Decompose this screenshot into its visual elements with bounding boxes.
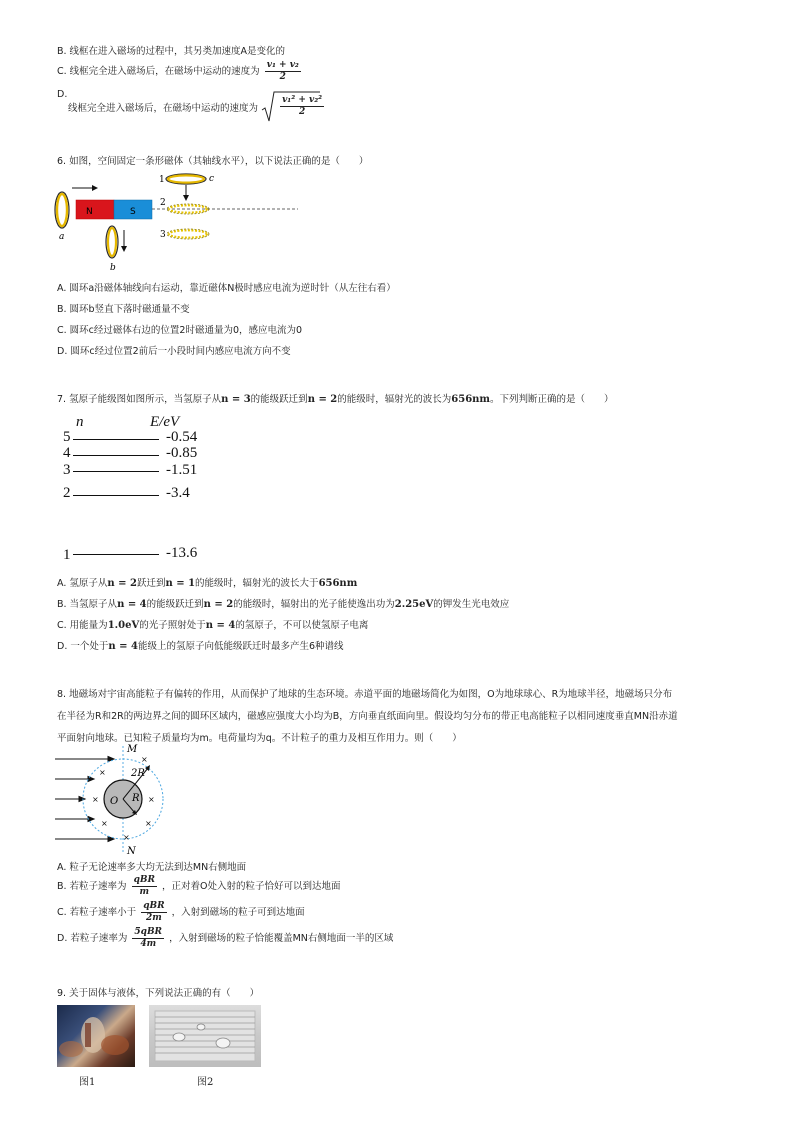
option-math: n = 1 [165, 578, 196, 589]
q5-option-d-label: D. [57, 89, 68, 100]
option-text: 跃迁到 [136, 578, 166, 589]
option-text: 的能级时，辐射出的光子能使逸出功为 [233, 599, 395, 610]
level-n5-line [73, 439, 159, 440]
field-cross: × [148, 795, 155, 804]
q6-option-a: A. 圆环a沿磁体轴线向右运动，靠近磁体N极时感应电流为逆时针（从左往右看） [57, 283, 396, 294]
option-text: 的能级时，辐射光的波长大于 [195, 578, 319, 589]
q8-option-d [57, 927, 393, 950]
q7-stem-math: 656nm [451, 394, 491, 405]
fraction-numerator: qBR [133, 875, 155, 885]
q6-option-c: C. 圆环c经过磁体右边的位置2时磁通量为0，感应电流为0 [57, 325, 303, 336]
q7-stem-text: 的能级跃迁到 [250, 394, 308, 405]
level-n3-label: 3 [63, 462, 71, 478]
fraction-numerator: qBR [143, 901, 165, 911]
q8-option-c [57, 901, 305, 924]
option-math: n = 2 [107, 578, 137, 589]
q7-option-c [57, 617, 368, 631]
option-text: ，正对着O处入射的粒子恰好可以到达地面 [162, 881, 341, 892]
q7-stem-text: 的能级时，辐射光的波长为 [337, 394, 452, 405]
option-text: D. 若粒子速率为 [57, 933, 128, 944]
q5-option-b: B. 线框在进入磁场的过程中，其另类加速度A是变化的 [57, 46, 286, 57]
option-math: n = 4 [117, 599, 147, 610]
option-math: 656nm [318, 578, 358, 589]
level-n2-energy: -3.4 [166, 485, 190, 501]
option-text: B. 当氢原子从 [57, 599, 118, 610]
q9-photo-2 [149, 1005, 261, 1067]
level-n5-label: 5 [63, 429, 71, 445]
q9-photo-1 [57, 1005, 135, 1067]
label-r: R [132, 793, 140, 804]
option-text: 的氢原子，不可以使氢原子电离 [235, 620, 369, 631]
option-text: B. 若粒子速率为 [57, 881, 127, 892]
fraction-denominator: 2 [298, 107, 306, 117]
field-cross: × [145, 819, 152, 828]
option-text: ，入射到磁场的粒子可到达地面 [171, 907, 305, 918]
field-cross: × [141, 755, 148, 764]
field-cross: × [123, 833, 130, 842]
position-2-label: 2 [160, 198, 166, 208]
q7-option-a [57, 575, 357, 589]
field-cross: × [101, 819, 108, 828]
level-n5-energy: -0.54 [166, 429, 198, 445]
fraction-denominator: 2m [146, 913, 162, 923]
q7-stem-text: 7. 氢原子能级图如图所示，当氢原子从 [57, 394, 222, 405]
fraction-denominator: 2 [279, 72, 286, 82]
position-1-label: 1 [159, 175, 165, 185]
q5-option-c-fraction [265, 60, 301, 83]
q5-option-c [57, 60, 303, 83]
level-n3-line [73, 471, 159, 472]
field-cross: × [99, 768, 106, 777]
q9-figure-1-caption: 图1 [79, 1077, 96, 1088]
position-3-label: 3 [160, 230, 166, 240]
level-n3-energy: -1.51 [166, 462, 198, 478]
level-n2-line [73, 495, 159, 496]
q7-stem-math: n = 2 [307, 394, 338, 405]
q5-option-d-text: 线框完全进入磁场后，在磁场中运动的速度为 [68, 103, 259, 114]
level-n2-label: 2 [63, 485, 71, 501]
q8-option-b [57, 875, 341, 898]
q8-option-a: A. 粒子无论速率多大均无法到达MN右侧地面 [57, 862, 247, 873]
label-n: N [127, 846, 136, 857]
label-2r: 2R [131, 768, 145, 779]
magnet-n-label: N [86, 207, 93, 217]
q8-option-c-fraction [141, 901, 166, 924]
fraction-denominator: 4m [140, 939, 157, 949]
option-text: 的钾发生光电效应 [433, 599, 510, 610]
level-n4-line [73, 455, 159, 456]
ring-c-label: c [209, 174, 215, 184]
label-o: O [110, 796, 119, 807]
option-math: n = 2 [203, 599, 234, 610]
option-text: 的光子照射处于 [139, 620, 206, 631]
fraction-numerator: 5qBR [134, 927, 163, 937]
option-text: 的能级跃迁到 [146, 599, 204, 610]
q8-stem-line2: 在半径为R和2R的两边界之间的圆环区域内，磁感应强度大小均为B，方向垂直纸面向里。假设均匀分布的带正电高能粒子以相同速度垂直MN沿赤道 [57, 711, 678, 722]
fraction-numerator: v₁² + v₂² [282, 95, 323, 105]
q9-figure-2-caption: 图2 [197, 1077, 214, 1088]
q7-stem [57, 391, 614, 405]
option-text: D. 一个处于 [57, 641, 109, 652]
magnet-s-label: S [130, 207, 136, 217]
q7-stem-math: n = 3 [221, 394, 251, 405]
option-math: n = 4 [205, 620, 236, 631]
q6-stem: 6. 如图，空间固定一条形磁体（其轴线水平），以下说法正确的是（ ） [57, 156, 369, 167]
ring-b-label: b [110, 263, 116, 273]
q7-stem-text: 。下列判断正确的是（ ） [490, 394, 614, 405]
level-n4-energy: -0.85 [166, 445, 198, 461]
option-math: 1.0eV [107, 620, 140, 631]
fraction-denominator: m [139, 887, 150, 897]
option-text: C. 用能量为 [57, 620, 108, 631]
q6-magnet-figure [50, 168, 310, 276]
q8-stem-line1: 8. 地磁场对宇宙高能粒子有偏转的作用，从而保护了地球的生态环境。赤道平面的地磁场简化为如图，O为地球球心、R为地球半径，地磁场只分布 [57, 689, 673, 700]
q7-option-b [57, 596, 509, 610]
fraction-numerator: v₁ + v₂ [266, 60, 299, 70]
option-text: 能级上的氢原子向低能级跃迁时最多产生6种谱线 [137, 641, 344, 652]
level-n1-line [73, 554, 159, 555]
level-n4-label: 4 [63, 445, 71, 461]
option-math: 2.25eV [394, 599, 434, 610]
option-text: ，入射到磁场的粒子恰能覆盖MN右侧地面一半的区域 [169, 933, 394, 944]
level-n1-energy: -13.6 [166, 545, 198, 561]
n-axis-label: n [76, 414, 84, 430]
q7-option-d [57, 638, 343, 652]
ring-a-label: a [59, 232, 65, 242]
energy-axis-label: E/eV [150, 414, 180, 430]
q8-geomagnetic-figure [55, 742, 185, 857]
q5-option-d [68, 90, 372, 127]
level-n1-label: 1 [63, 547, 71, 563]
q6-option-b: B. 圆环b竖直下落时磁通量不变 [57, 304, 190, 315]
q6-option-d: D. 圆环c经过位置2前后一小段时间内感应电流方向不变 [57, 346, 291, 357]
q5-option-d-fraction [280, 95, 324, 118]
q9-stem: 9. 关于固体与液体，下列说法正确的有（ ） [57, 988, 260, 999]
option-text: A. 氢原子从 [57, 578, 108, 589]
q8-option-d-fraction [132, 927, 164, 950]
label-m: M [127, 744, 138, 755]
option-text: C. 若粒子速率小于 [57, 907, 137, 918]
q5-option-c-text: C. 线框完全进入磁场后，在磁场中运动的速度为 [57, 66, 260, 77]
q8-stem-line3: 平面射向地球。已知粒子质量均为m。电荷量均为q。不计粒子的重力及相互作用力。则（ ） [57, 733, 462, 744]
field-cross: × [92, 795, 99, 804]
option-math: n = 4 [108, 641, 138, 652]
q8-option-b-fraction [132, 875, 157, 898]
